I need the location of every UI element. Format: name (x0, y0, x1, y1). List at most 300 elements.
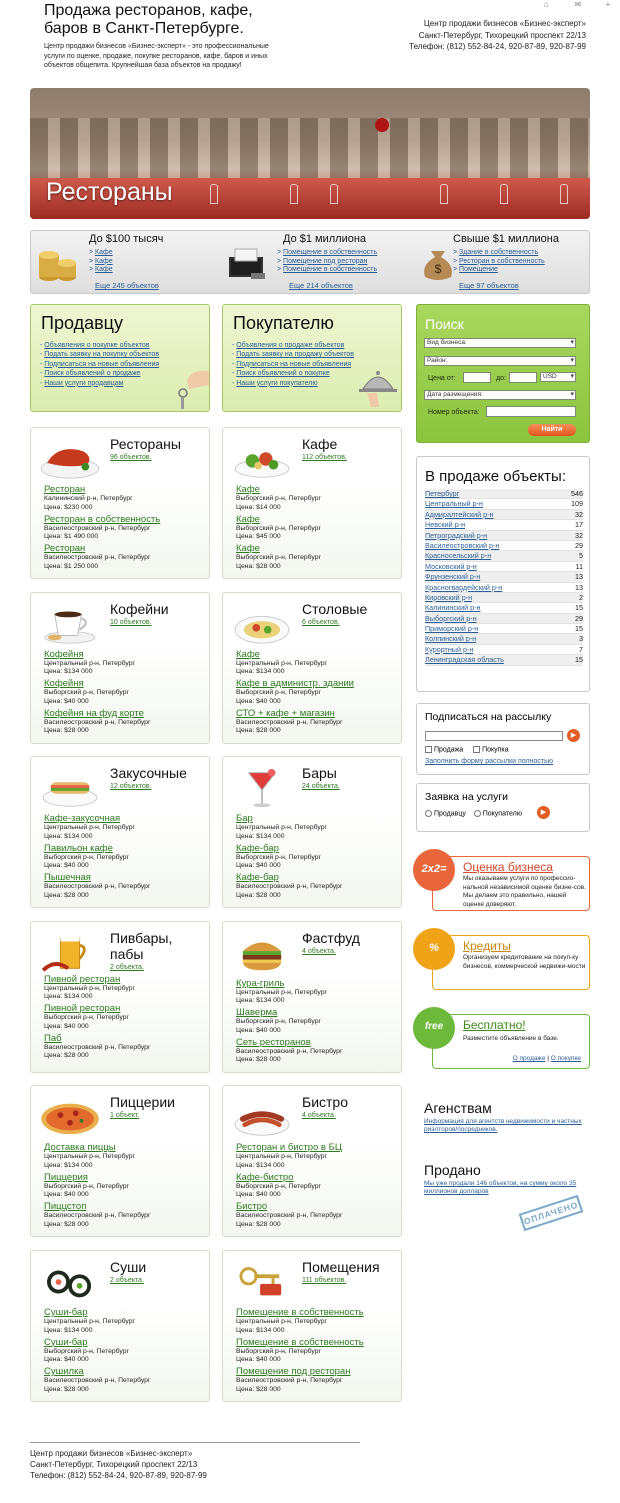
listing-item (236, 872, 401, 900)
buyer-box (222, 304, 402, 412)
category-card (30, 1250, 210, 1402)
listing-name-link[interactable]: Сеть ресторанов (236, 1036, 311, 1048)
price-link[interactable]: Помещение в собственность (283, 249, 378, 256)
listing-name-link[interactable]: Кафе (236, 513, 260, 525)
district-count: 15 (575, 603, 583, 613)
seller-link[interactable]: Подать заявку на покупку объектов (44, 351, 160, 359)
listing-district: Василеостровский р-н, Петербург (44, 1043, 151, 1051)
listing-price: Цена: $134 000 (236, 1161, 285, 1169)
listing-name-link[interactable]: Павильон кафе (44, 842, 113, 854)
link-separator: | (547, 1055, 549, 1062)
object-number-input[interactable] (486, 406, 576, 417)
promo-valuation-title[interactable]: Оценка бизнеса (463, 860, 553, 874)
district-count: 5 (579, 551, 583, 561)
district-link[interactable]: Красногвардейский р-н (425, 582, 503, 592)
listing-district: Василеостровский р-н, Петербург (236, 718, 343, 726)
sausage-plate-icon (231, 1094, 293, 1140)
listing-district: Василеостровский р-н, Петербург (44, 1377, 151, 1384)
objects-row (425, 614, 583, 624)
listing-price: Цена: $134 000 (44, 668, 93, 676)
category-count-link[interactable]: 1 объект. (110, 1112, 140, 1120)
listing-price: Цена: $14 000 (236, 503, 281, 511)
subscribe-full-form-link[interactable]: Заполнить форму рассылки полностью (425, 758, 553, 765)
price-group-title: До $1 миллиона (283, 233, 367, 245)
category-count-link[interactable]: 2 объекта. (110, 963, 144, 971)
district-count: 15 (575, 624, 583, 634)
listing-item (236, 1201, 401, 1229)
buyer-title: Покупателю (233, 313, 334, 333)
listing-name-link[interactable]: Пиццстоп (44, 1201, 87, 1213)
listing-district: Центральный р-н, Петербург (44, 824, 136, 832)
listing-item (236, 978, 401, 1006)
price-more-link[interactable]: Еще 245 объектов (95, 281, 159, 290)
promo-free[interactable] (424, 1014, 590, 1069)
price-to-input[interactable] (509, 372, 537, 383)
district-link[interactable]: Петроградский р-н (425, 530, 488, 540)
listing-item (236, 1007, 401, 1035)
listing-name-link[interactable]: Кафе-бар (236, 872, 279, 884)
listing-name-link[interactable]: Помещение в собственность (236, 1307, 364, 1318)
sold-title: Продано (424, 1162, 481, 1178)
price-more-link[interactable]: Еще 214 объектов (289, 281, 353, 290)
category-card (30, 1085, 210, 1237)
listing-item (236, 649, 401, 677)
objects-row (425, 562, 583, 572)
listing-price: Цена: $134 000 (236, 668, 285, 676)
listing-price: Цена: $28 000 (44, 891, 89, 899)
listing-name-link[interactable]: Кафе (236, 543, 260, 554)
listing-price: Цена: $134 000 (236, 997, 285, 1005)
sale-ad-link[interactable]: О продаже (512, 1055, 546, 1062)
district-select[interactable]: Район: ▾ (424, 356, 576, 366)
category-title: Пивбары, пабы (110, 929, 173, 962)
price-link[interactable]: Кафе (95, 257, 113, 265)
district-link[interactable]: Приморский р-н (425, 624, 479, 634)
category-title: Столовые (302, 600, 368, 617)
category-card (222, 1250, 402, 1402)
meal-plate-icon (231, 601, 293, 647)
paid-stamp: ОПЛАЧЕНО (519, 1195, 584, 1231)
listing-price: Цена: $230 000 (44, 503, 93, 511)
price-link[interactable]: Помещение (459, 266, 498, 274)
district-count: 3 (579, 634, 583, 644)
listing-district: Выборгский р-н, Петербург (236, 1182, 321, 1190)
category-count-link[interactable]: 4 объекта. (302, 1112, 336, 1120)
listing-district: Выборгский р-н, Петербург (236, 689, 321, 697)
objects-row (425, 603, 583, 613)
listing-name-link[interactable]: Ресторан (44, 543, 86, 554)
burger-icon (231, 930, 293, 976)
listing-name-link[interactable]: Помещение в собственность (236, 1336, 364, 1348)
listing-district: Василеостровский р-н, Петербург (44, 718, 151, 726)
listing-district: Центральный р-н, Петербург (44, 1153, 136, 1161)
category-title: Фастфуд (302, 929, 360, 946)
category-title: Кофейни (110, 600, 169, 617)
category-card (30, 756, 210, 908)
listing-district: Василеостровский р-н, Петербург (44, 1212, 151, 1220)
listing-name-link[interactable]: Сушилка (44, 1366, 84, 1377)
objects-row (425, 583, 583, 593)
listing-name-link[interactable]: Пивной ресторан (44, 973, 121, 985)
listing-name-link[interactable]: Доставка пиццы (44, 1142, 116, 1154)
seller-link[interactable]: Наши услуги продавцам (44, 379, 124, 387)
home-icon[interactable]: ⌂ (543, 0, 549, 9)
promo-free-title[interactable]: Бесплатно! (463, 1018, 526, 1032)
objects-row (425, 541, 583, 551)
category-count-link[interactable]: 2 объекта. (110, 1277, 144, 1284)
listing-district: Центральный р-н, Петербург (236, 1318, 328, 1325)
listing-name-link[interactable]: Кафе (236, 484, 260, 495)
sold-block (424, 1162, 590, 1196)
district-count: 29 (575, 613, 583, 623)
listing-district: Василеостровский р-н, Петербург (236, 1212, 343, 1220)
listing-item (44, 1033, 209, 1061)
listing-item (236, 1172, 401, 1200)
listing-district: Центральный р-н, Петербург (236, 1153, 328, 1161)
listing-price: Цена: $45 000 (236, 533, 281, 541)
banner-photo (30, 118, 590, 178)
listing-price: Цена: $40 000 (44, 862, 89, 870)
listing-district: Выборгский р-н, Петербург (236, 1347, 321, 1355)
listing-district: Выборгский р-н, Петербург (44, 689, 129, 697)
district-link[interactable]: Петербург (425, 489, 460, 498)
price-link[interactable]: Ресторан в собственность (459, 257, 545, 265)
listing-name-link[interactable]: Кафе-бар (236, 842, 279, 854)
category-card (30, 427, 210, 579)
listing-item (236, 1307, 401, 1335)
subscribe-go-button[interactable]: ▶ (567, 729, 580, 742)
district-count: 7 (579, 644, 583, 654)
hand-with-keys-icon (169, 363, 209, 411)
listing-price: Цена: $28 000 (236, 562, 281, 570)
service-request-box (416, 783, 590, 832)
district-count: 11 (575, 561, 583, 571)
listing-district: Выборгский р-н, Петербург (236, 495, 321, 502)
buyer-link[interactable]: Поиск объявлений о покупке (236, 370, 330, 378)
currency-select[interactable]: USD ▾ (540, 372, 576, 382)
listing-price: Цена: $40 000 (236, 697, 281, 705)
listing-name-link[interactable]: Пиццерия (44, 1171, 88, 1183)
objects-row (425, 593, 583, 603)
category-title: Пиццерии (110, 1094, 175, 1111)
objects-row (425, 551, 583, 561)
company-address: Санкт-Петербург, Тихорецкий проспект 22/13 (418, 30, 586, 40)
seller-radio[interactable] (425, 810, 432, 817)
search-title: Поиск (425, 316, 464, 332)
listing-district: Василеостровский р-н, Петербург (236, 883, 343, 891)
listing-price: Цена: $28 000 (236, 891, 281, 899)
mail-icon[interactable]: ✉ (574, 0, 582, 9)
salad-plate-icon (231, 436, 293, 482)
pizza-icon (39, 1094, 101, 1140)
listing-price: Цена: $28 000 (236, 1385, 281, 1393)
listing-item (236, 708, 401, 736)
svg-text:$: $ (434, 262, 442, 276)
district-link[interactable]: Фрунзенский р-н (425, 572, 481, 582)
listing-item (236, 1366, 401, 1394)
header-description: Центр продажи бизнесов «Бизнес-эксперт» - это профессиональные услуги по оценке, продаже, покупке ресторанов, кафе, баров и иных объектов общепита. Крупнейшая база объектов на продажу! (44, 43, 269, 69)
company-phone: Телефон: (812) 552-84-24, 920-87-89, 920-87-99 (409, 42, 586, 51)
plus-icon[interactable]: + (605, 0, 611, 9)
calculator-badge-icon: 2x2= (413, 849, 455, 891)
agency-block (424, 1100, 590, 1134)
listing-price: Цена: $28 000 (236, 1220, 281, 1228)
price-link[interactable]: Помещение под ресторан (283, 257, 368, 265)
listing-item (44, 1172, 209, 1200)
listing-district: Центральный р-н, Петербург (44, 1318, 136, 1325)
listing-item (44, 1003, 209, 1031)
category-title: Закусочные (110, 765, 187, 782)
category-card (222, 1085, 402, 1237)
agency-link[interactable]: Информация для агентств недвижимости и частных риэлторов/посредников. (424, 1118, 582, 1133)
listing-price: Цена: $40 000 (44, 1191, 89, 1199)
listing-name-link[interactable]: Помещение под ресторан (236, 1366, 351, 1377)
listing-name-link[interactable]: Бистро (236, 1201, 268, 1213)
date-select[interactable]: Дата размещения: ▾ (424, 390, 576, 400)
seller-link[interactable]: Поиск объявлений о продаже (44, 370, 141, 378)
subscribe-title: Подписаться на рассылку (425, 711, 552, 723)
listing-district: Выборгский р-н, Петербург (44, 1347, 129, 1355)
category-count-link[interactable]: 112 объектов. (302, 454, 347, 461)
promo-valuation[interactable] (421, 856, 590, 911)
listing-price: Цена: $40 000 (236, 1191, 281, 1199)
district-link[interactable]: Василеостровский р-н (425, 540, 500, 550)
object-number-label: Номер объекта: (428, 409, 480, 416)
listing-item (236, 543, 401, 571)
district-link[interactable]: Ленинградская область (425, 655, 504, 665)
category-card (30, 921, 210, 1073)
listing-item (236, 484, 401, 512)
price-link[interactable]: Кафе (95, 249, 113, 256)
district-link[interactable]: Адмиралтейский р-н (425, 509, 494, 519)
sold-link[interactable]: Мы уже продали 146 объектов, на сумму около 35 миллионов долларов (424, 1180, 577, 1195)
banner-title: Рестораны (46, 178, 173, 206)
district-count: 2 (579, 592, 583, 602)
objects-row (425, 531, 583, 541)
category-card (222, 756, 402, 908)
listing-item (44, 843, 209, 871)
cocktail-icon (231, 765, 293, 811)
promo-credits-title[interactable]: Кредиты (463, 939, 511, 953)
listing-item (44, 484, 209, 512)
listing-item (236, 813, 401, 841)
purchase-ad-link[interactable]: О покупке (550, 1055, 581, 1062)
seller-link[interactable]: Подписаться на новые объявления (44, 360, 160, 368)
footer-company: Центр продажи бизнесов «Бизнес-эксперт» (30, 1449, 193, 1458)
listing-price: Цена: $40 000 (44, 1022, 89, 1030)
subscribe-box (416, 703, 590, 775)
listing-price: Цена: $134 000 (44, 832, 93, 840)
footer-phone: Телефон: (812) 552-84-24, 920-87-89, 920-87-99 (30, 1471, 207, 1480)
listing-district: Центральный р-н, Петербург (44, 984, 136, 992)
listing-district: Выборгский р-н, Петербург (236, 524, 321, 532)
listing-name-link[interactable]: Суши-бар (44, 1336, 88, 1348)
category-count-link[interactable]: 6 объектов. (302, 618, 340, 626)
cloche-tray-icon (357, 361, 399, 409)
listing-item (44, 1366, 209, 1394)
listing-price: Цена: $1 490 000 (44, 533, 99, 541)
category-title: Бары (302, 765, 337, 782)
objects-list (425, 489, 583, 666)
buyer-link[interactable]: Подписаться на новые объявления (236, 360, 352, 368)
buyer-link[interactable]: Объявления о продаже объектов (236, 342, 345, 349)
price-link[interactable]: Помещение в собственность (283, 266, 378, 274)
listing-item (44, 543, 209, 571)
category-title: Рестораны (110, 436, 181, 452)
district-link[interactable]: Курортный р-н (425, 644, 474, 654)
search-button[interactable]: Найти (528, 424, 576, 436)
objects-row (425, 655, 583, 665)
listing-district: Выборгский р-н, Петербург (44, 1182, 129, 1190)
listing-name-link[interactable]: Кофейня (44, 678, 84, 690)
service-request-title: Заявка на услуги (425, 791, 509, 803)
listing-item (44, 678, 209, 706)
buyer-radio[interactable] (474, 810, 481, 817)
subscribe-email-input[interactable] (425, 731, 563, 741)
listing-item (236, 1142, 401, 1170)
listing-price: Цена: $40 000 (236, 1026, 281, 1034)
district-link[interactable]: Красносельский р-н (425, 551, 492, 561)
price-from-input[interactable] (463, 372, 491, 383)
listing-item (44, 708, 209, 736)
district-link[interactable]: Московский р-н (425, 561, 477, 571)
objects-row (425, 572, 583, 582)
listing-district: Центральный р-н, Петербург (236, 659, 328, 667)
listing-item (44, 1142, 209, 1170)
listing-district: Василеостровский р-н, Петербург (236, 1377, 343, 1384)
price-group-title: До $100 тысяч (89, 233, 164, 245)
listing-name-link[interactable]: Кафе-бистро (236, 1171, 294, 1183)
category-count-link[interactable]: 96 объектов. (110, 454, 152, 461)
listing-name-link[interactable]: Кафе в администр. здании (236, 678, 354, 690)
district-link[interactable]: Калининский р-н (425, 603, 481, 613)
listing-district: Выборгский р-н, Петербург (44, 1014, 129, 1022)
listing-item (44, 1201, 209, 1229)
header-contact (366, 18, 586, 53)
listing-district: Выборгский р-н, Петербург (44, 853, 129, 861)
promo-valuation-text: Мы оказываем услуги по профессио-нальной независимой оценке бизне-сов. Мы делаем это правильно, нашей оценке доверяют. (463, 875, 586, 908)
page-title: Продажа ресторанов, кафе, баров в Санкт-Петербурге. (44, 2, 253, 37)
purchase-checkbox[interactable] (473, 746, 480, 753)
promo-credits[interactable] (429, 935, 590, 990)
listing-name-link[interactable]: Кофейня на фуд корте (44, 707, 144, 719)
district-count: 29 (575, 540, 583, 550)
price-link[interactable]: Кафе (95, 266, 113, 274)
listing-district: Калининский р-н, Петербург (44, 495, 133, 502)
banner (30, 88, 590, 219)
category-count-link[interactable]: 12 объектов. (110, 783, 152, 791)
listing-district: Василеостровский р-н, Петербург (44, 554, 151, 561)
listing-district: Выборгский р-н, Петербург (236, 853, 321, 861)
listing-item (44, 813, 209, 841)
service-request-go-button[interactable]: ▶ (537, 806, 550, 819)
listing-name-link[interactable]: Ресторан в собственность (44, 513, 161, 525)
listing-name-link[interactable]: Пивной ресторан (44, 1003, 121, 1015)
price-bar (30, 230, 590, 294)
category-count-link[interactable]: 111 объектов. (302, 1277, 347, 1284)
listing-name-link[interactable]: Ресторан (44, 484, 86, 495)
buyer-radio-label: Покупателю (482, 810, 522, 818)
listing-name-link[interactable]: Бар (236, 813, 253, 825)
listing-item (236, 514, 401, 542)
lobster-plate-icon (39, 436, 101, 482)
district-link[interactable]: Невский р-н (425, 520, 466, 530)
listing-district: Центральный р-н, Петербург (44, 659, 136, 667)
footer-address: Санкт-Петербург, Тихорецкий проспект 22/13 (30, 1460, 198, 1469)
listing-price: Цена: $28 000 (236, 1056, 281, 1064)
district-count: 32 (575, 509, 583, 519)
district-link[interactable]: Колпинский р-н (425, 634, 477, 644)
listing-item (44, 974, 209, 1002)
listing-price: Цена: $134 000 (44, 1161, 93, 1169)
district-link[interactable]: Кировский р-н (425, 592, 473, 602)
listing-name-link[interactable]: СТО + кафе + магазин (236, 707, 335, 719)
listing-price: Цена: $28 000 (236, 727, 281, 735)
district-count: 32 (575, 530, 583, 540)
rose-icon (375, 118, 389, 132)
listing-name-link[interactable]: Кофейня (44, 648, 84, 660)
listing-name-link[interactable]: Ресторан и бистро в БЦ (236, 1142, 342, 1154)
district-count: 17 (575, 520, 583, 530)
buyer-link[interactable]: Подать заявку на продажу объектов (236, 351, 354, 359)
footer-divider (30, 1442, 360, 1443)
listing-name-link[interactable]: Паб (44, 1032, 62, 1044)
category-title: Кафе (302, 436, 338, 452)
listing-price: Цена: $134 000 (44, 1326, 93, 1334)
listing-district: Центральный р-н, Петербург (236, 824, 328, 832)
listing-name-link[interactable]: Кафе-закусочная (44, 813, 121, 825)
price-to-label: до: (496, 375, 506, 382)
listing-item (236, 843, 401, 871)
listing-price: Цена: $134 000 (236, 832, 285, 840)
category-count-link[interactable]: 10 объектов. (110, 618, 152, 626)
listing-item (44, 872, 209, 900)
listing-price: Цена: $1 250 000 (44, 562, 99, 570)
business-type-select[interactable]: Вид бизнеса: ▾ (424, 338, 576, 348)
listing-district: Центральный р-н, Петербург (236, 988, 328, 996)
category-count-link[interactable]: 4 объекта. (302, 947, 336, 955)
listing-district: Василеостровский р-н, Петербург (44, 883, 151, 891)
category-card (222, 427, 402, 579)
price-group-over-1m (417, 233, 589, 291)
sandwich-plate-icon (39, 765, 101, 811)
listing-name-link[interactable]: Суши-бар (44, 1307, 88, 1318)
district-count: 109 (571, 499, 583, 509)
district-link[interactable]: Центральный р-н (425, 499, 484, 509)
listing-district: Василеостровский р-н, Петербург (44, 524, 151, 532)
category-count-link[interactable]: 24 объекта. (302, 783, 340, 791)
price-link[interactable]: Здание в собственность (459, 249, 539, 256)
cash-box-icon (225, 243, 267, 283)
listing-name-link[interactable]: Шаверма (236, 1007, 278, 1019)
seller-title: Продавцу (41, 313, 123, 333)
listing-name-link[interactable]: Кафе (236, 648, 260, 660)
price-group-1m (225, 233, 405, 291)
seller-link[interactable]: Объявления о покупке объектов (44, 342, 150, 349)
listing-item (44, 514, 209, 542)
listing-name-link[interactable]: Пышечная (44, 872, 91, 884)
district-link[interactable]: Выборгский р-н (425, 613, 477, 623)
listing-name-link[interactable]: Кура-гриль (236, 977, 285, 989)
price-more-link[interactable]: Еще 97 объектов (459, 281, 519, 290)
buyer-link[interactable]: Наши услуги покупателю (236, 379, 318, 387)
free-badge-icon: free (413, 1007, 455, 1049)
category-title: Суши (110, 1259, 147, 1275)
listing-price: Цена: $40 000 (44, 1356, 89, 1364)
promo-credits-text: Организуем кредитование на покуп-ку бизнесов, коммерческой недвижи-мости (463, 954, 586, 970)
coffee-cup-icon (39, 601, 101, 647)
sale-checkbox[interactable] (425, 746, 432, 753)
